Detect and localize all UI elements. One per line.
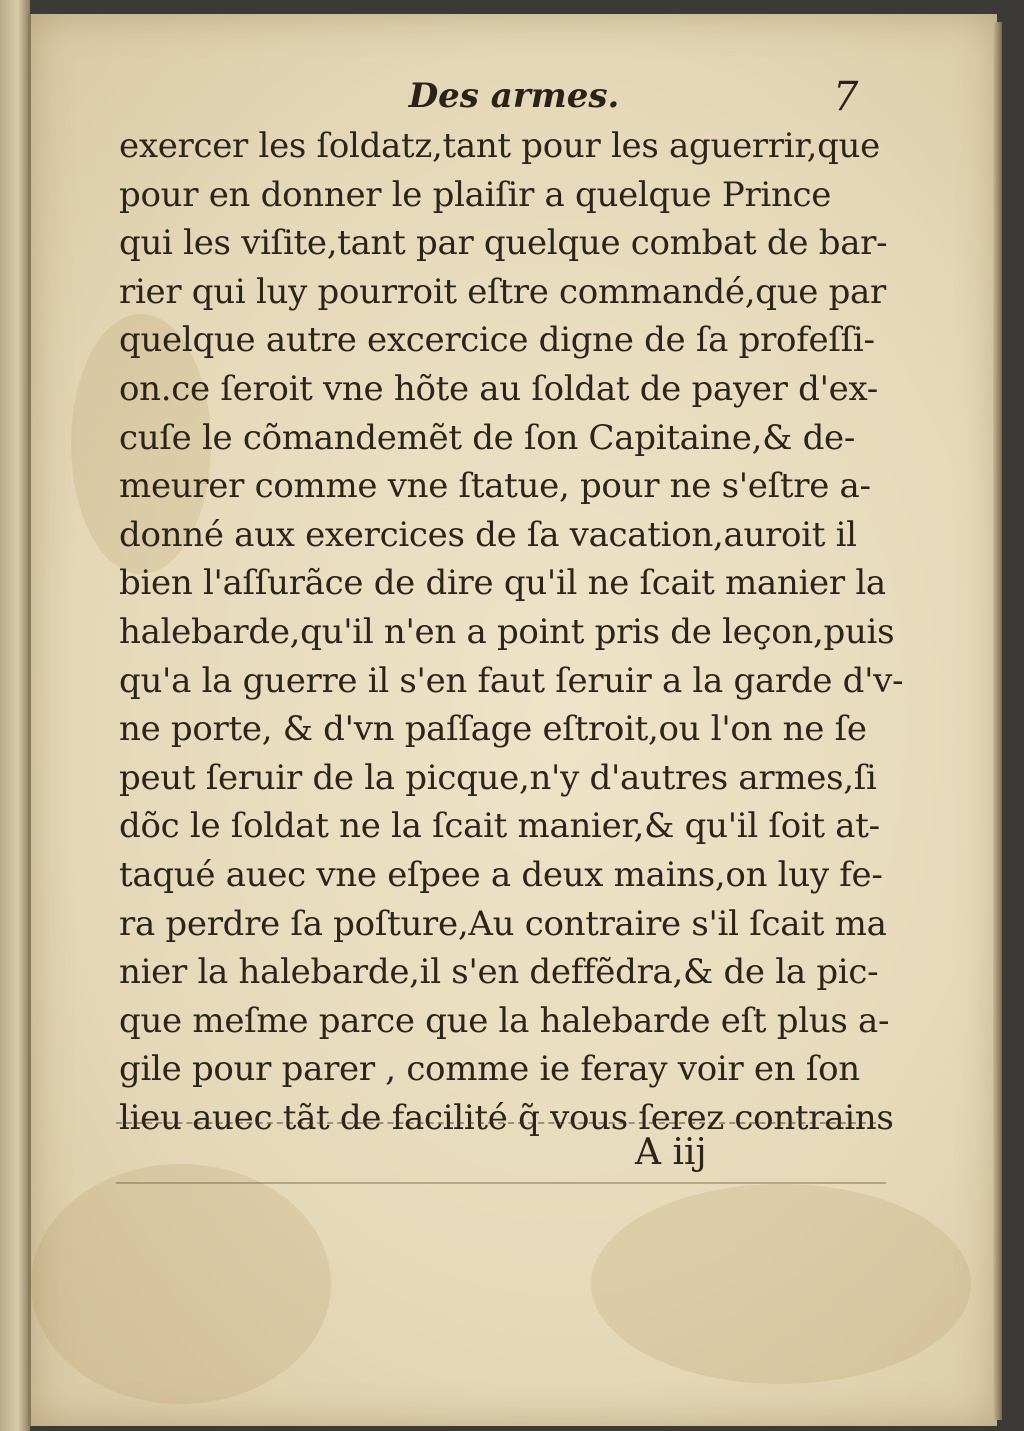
text-line: peut ſeruir de la picque,n'y d'autres armes,ſi — [119, 757, 877, 798]
text-line: taqué auec vne eſpee a deux mains,on luy fe- — [119, 854, 883, 895]
text-line: ra perdre ſa poſture,Au contraire s'il ſcait ma — [119, 903, 887, 944]
facing-page-edge — [0, 0, 30, 1431]
text-line: qui les viſite,tant par quelque combat de bar- — [119, 223, 888, 264]
text-block — [119, 122, 904, 1142]
text-line: bien l'aſſurãce de dire qu'il ne ſcait manier la — [119, 563, 886, 604]
underline-rule — [116, 1122, 876, 1124]
text-line: dõc le ſoldat ne la ſcait manier,& qu'il ſoit at- — [119, 806, 880, 847]
page-number: 7 — [833, 74, 859, 120]
text-line: rier qui luy pourroit eſtre commandé,que par — [119, 271, 886, 312]
text-line: meurer comme vne ſtatue, pour ne s'eſtre a- — [119, 466, 871, 507]
text-line: cuſe le cõmandemẽt de ſon Capitaine,& de- — [119, 417, 856, 458]
text-line: exercer les ſoldatz,tant pour les aguerrir,que — [119, 126, 880, 166]
page-fore-edge — [993, 22, 1002, 1420]
text-line: ne porte, & d'vn paſſage eſtroit,ou l'on ne ſe — [119, 709, 867, 750]
text-line: pour en donner le plaiſir a quelque Prince — [119, 174, 832, 215]
text-line: qu'a la guerre il s'en faut ſeruir a la garde d'v- — [119, 660, 904, 701]
book-page — [28, 14, 997, 1426]
text-line: gile pour parer , comme ie feray voir en ſon — [119, 1049, 860, 1090]
text-line: lieu auec tãt de facilité q̃ vous ſerez contrains — [119, 1097, 894, 1138]
text-line: on.ce ſeroit vne hõte au ſoldat de payer d'ex- — [119, 368, 878, 409]
text-line: nier la halebarde,il s'en deffẽdra,& de la pic- — [119, 952, 879, 993]
text-line: donné aux exercices de ſa vacation,auroit il — [119, 514, 857, 555]
running-head: Des armes. — [408, 76, 620, 116]
paper-stain — [31, 1164, 331, 1404]
paper-stain — [591, 1184, 971, 1384]
signature-mark: A iij — [635, 1132, 707, 1173]
text-line: quelque autre excercice digne de ſa profeſſi- — [119, 320, 875, 361]
text-line: que meſme parce que la halebarde eſt plus a- — [119, 1000, 890, 1041]
show-through-line — [116, 1182, 886, 1184]
text-line: halebarde,qu'il n'en a point pris de leçon,puis — [119, 611, 895, 652]
